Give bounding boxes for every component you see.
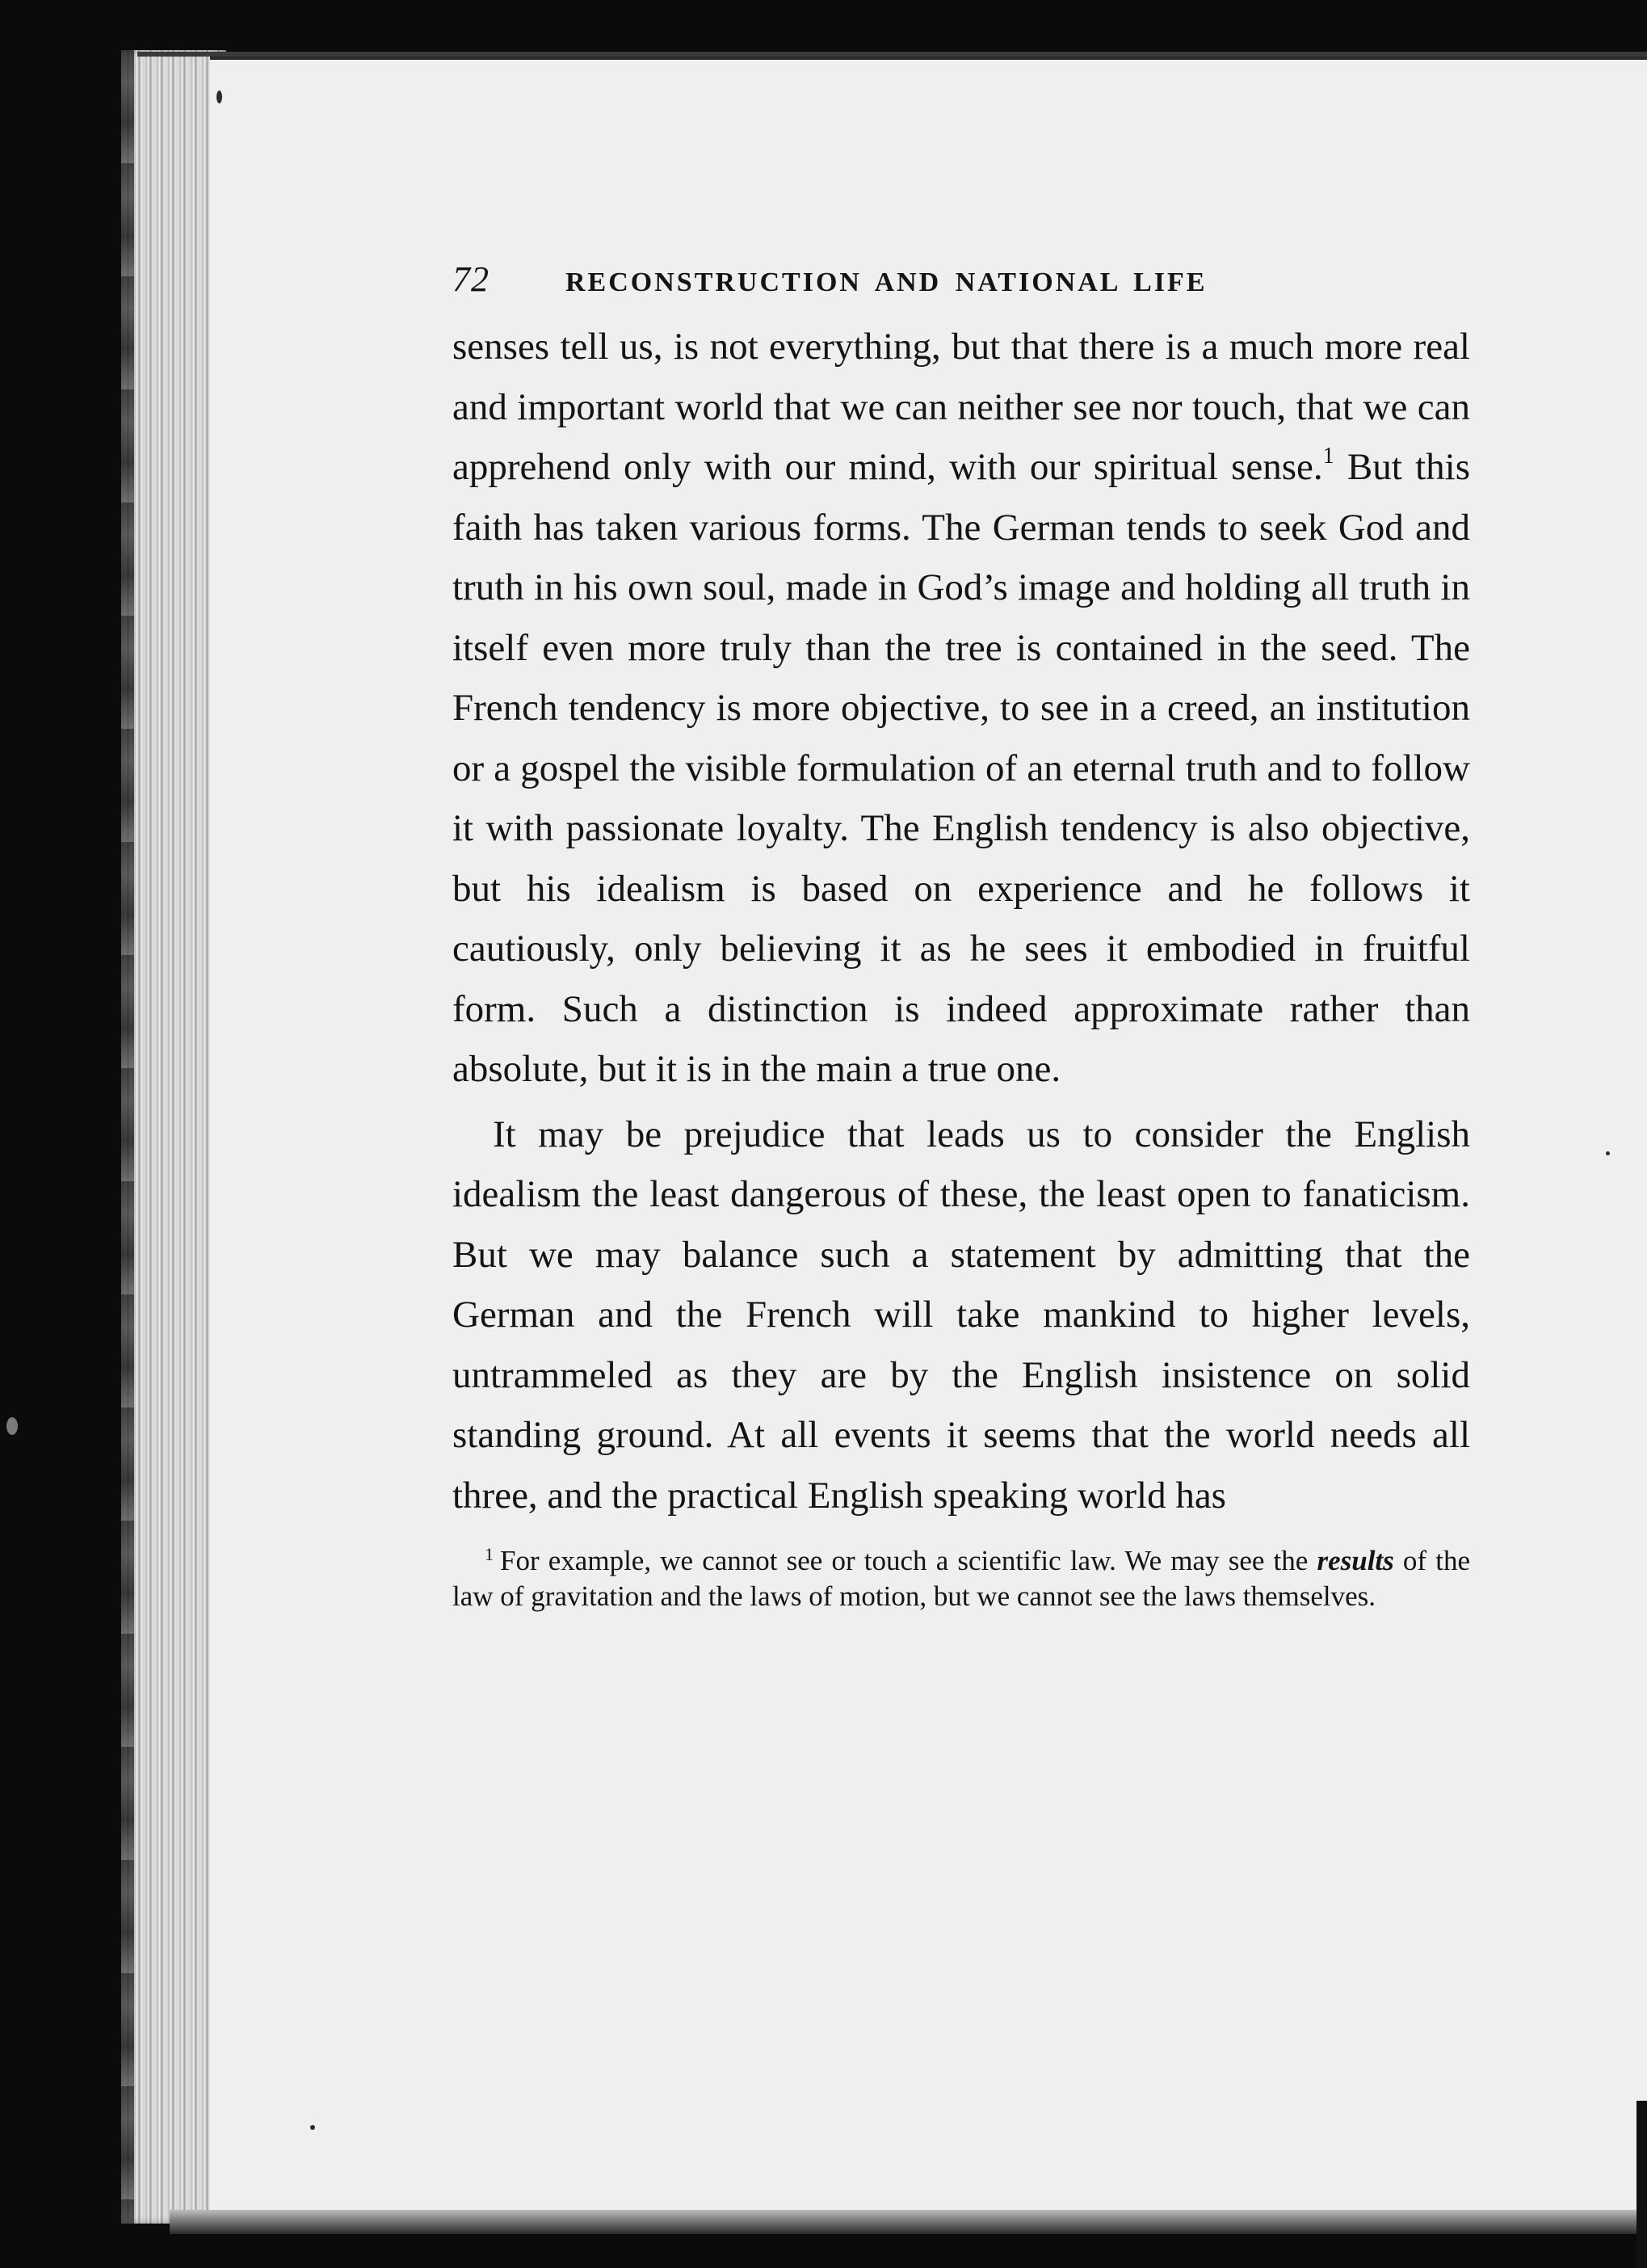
- footnote-marker: 1: [485, 1544, 494, 1564]
- scan-speck: [6, 1417, 18, 1435]
- scan-right-edge: [1636, 2101, 1647, 2268]
- running-head: [452, 259, 1470, 307]
- page-text-block: [452, 259, 1470, 1614]
- footnote-text-b: of the law of gravitation and the laws of motion, but we cannot see the laws themselves.: [452, 1545, 1471, 1612]
- footnote-text-a: For example, we cannot see or touch a scientific law. We may see the: [500, 1545, 1317, 1576]
- scan-speck: [216, 90, 222, 103]
- body-paragraph-1: [452, 317, 1470, 1100]
- footnote-emphasis: results: [1317, 1545, 1394, 1576]
- book-spine-shadow: [121, 50, 134, 2224]
- paragraph-1-text-a: senses tell us, is not everything, but that there is a much more real and important world that we can neither see nor touch, that we can apprehend only with our mind, with our spiritual sense.: [452, 326, 1470, 488]
- running-title: RECONSTRUCTION AND NATIONAL LIFE: [565, 267, 1208, 297]
- scan-speck: [1606, 1151, 1610, 1155]
- footnote: [452, 1543, 1470, 1614]
- footnote-reference: 1: [1322, 444, 1334, 469]
- page-number: 72: [452, 259, 489, 299]
- paragraph-1-text-b: But this faith has taken various forms. The German tends to seek God and truth in his own soul, made in God’s image and holding all truth in itself even more truly than the tree is contained in the seed. The French tendency is more objective, to see in a creed, an institution or a gospel the visible formulation of an eternal truth and to follow it with passionate loyalty. The English tendency is also objective, but his idealism is based on experience and he follows it cautiously, only believing it as he sees it embodied in fruitful form. Such a distinction is indeed approximate rather than absolute, but it is in the main a true one.: [452, 446, 1470, 1090]
- scan-speck: [310, 2125, 315, 2130]
- body-paragraph-2: It may be prejudice that leads us to consider the English idealism the least dangerous of these, the least open to fanaticism. But we may balance such a statement by admitting that the German and the French will take mankind to higher levels, untrammeled as they are by the English insistence on solid standing ground. At all events it seems that the world needs all three, and the practical English speaking world has: [452, 1113, 1470, 1517]
- page-bottom-border: [170, 2210, 1647, 2234]
